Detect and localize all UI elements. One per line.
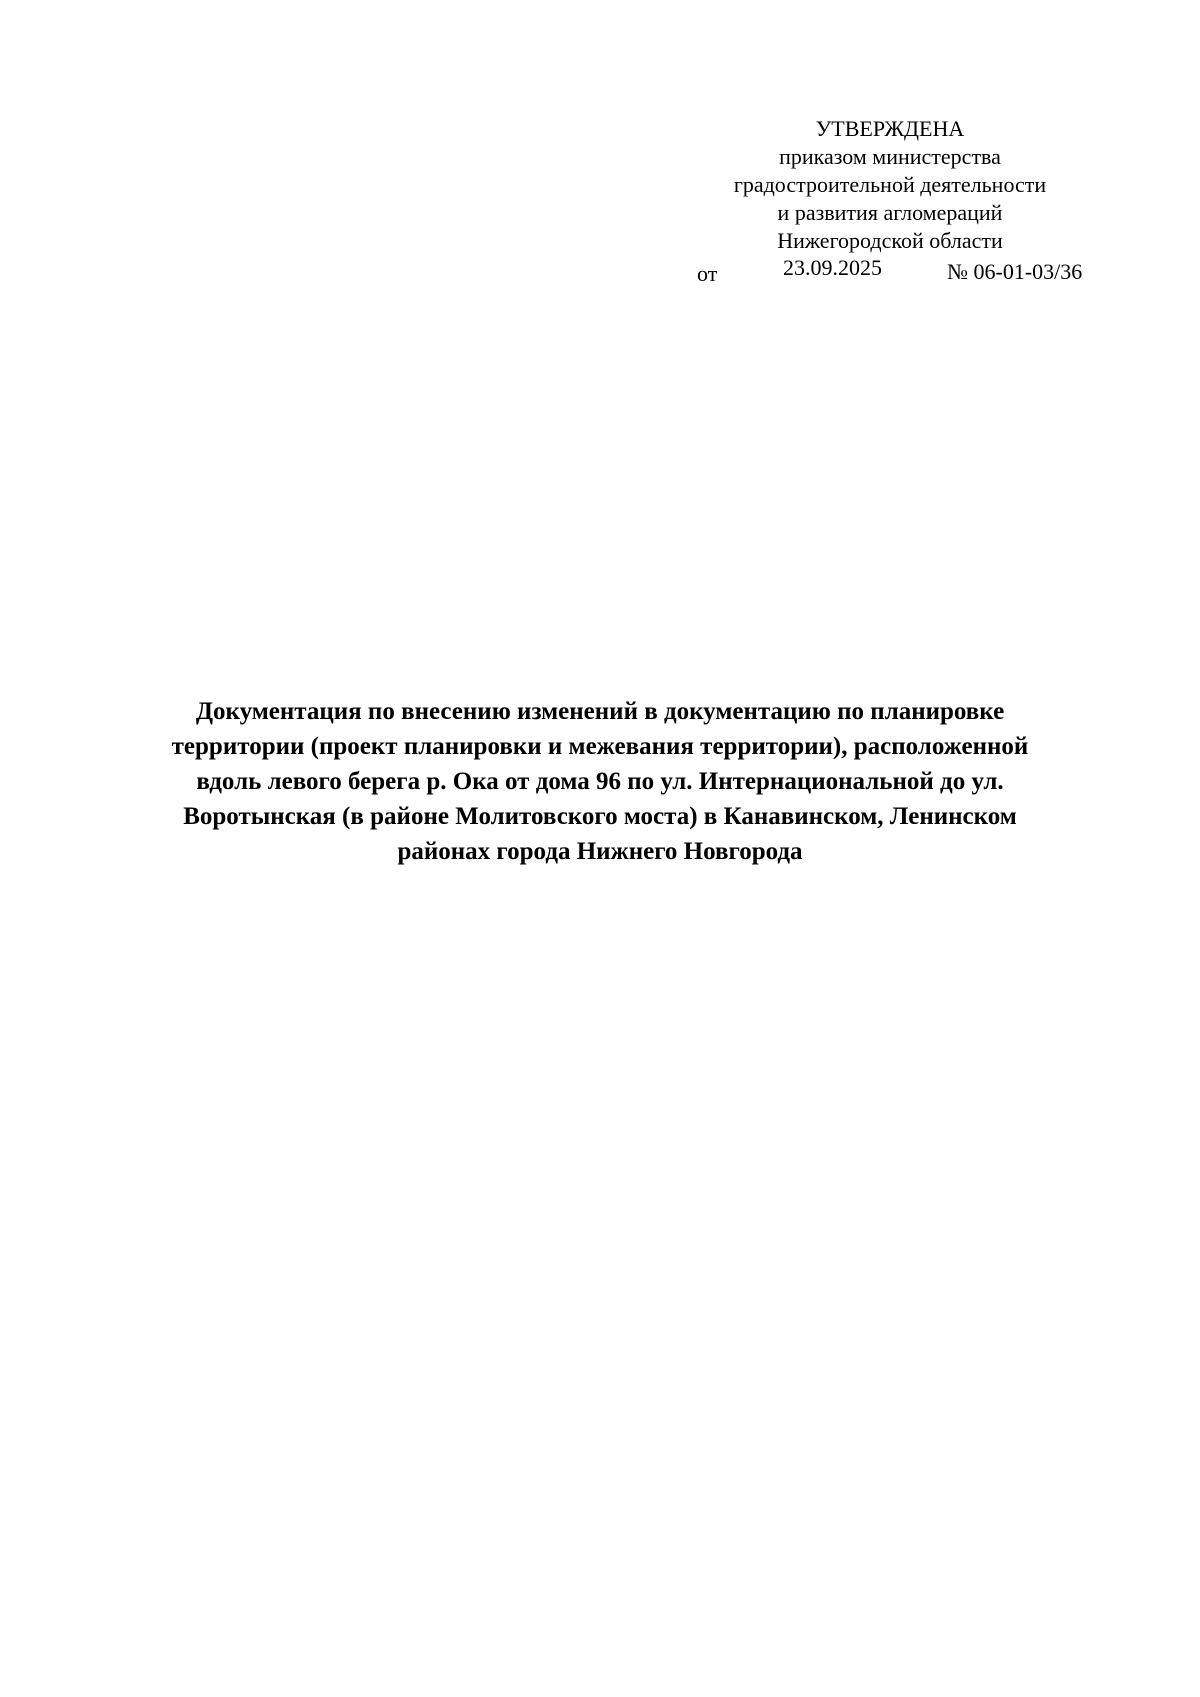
order-date-prefix: от <box>697 261 718 286</box>
approval-line: градостроительной деятельности <box>733 172 1047 197</box>
order-date: 23.09.2025 <box>783 255 882 280</box>
approval-stamp <box>700 115 1080 255</box>
title-line: Воротынская (в районе Молитовского моста) в Канавинском, Ленинском <box>183 803 1017 830</box>
approval-line: Нижегородской области <box>777 228 1003 253</box>
order-number: № 06-01-03/36 <box>947 259 1083 284</box>
order-details <box>0 254 1200 284</box>
document-title <box>120 694 1080 869</box>
title-line: Документация по внесению изменений в документацию по планировке <box>195 698 1005 725</box>
title-line: вдоль левого берега р. Ока от дома 96 по ул. Интернациональной до ул. <box>196 768 1004 795</box>
title-line: территории (проект планировки и межевания территории), расположенной <box>171 733 1029 760</box>
title-line: районах города Нижнего Новгорода <box>397 838 803 865</box>
approval-line: и развития агломераций <box>777 200 1003 225</box>
approval-heading: УТВЕРЖДЕНА <box>815 116 965 141</box>
approval-line: приказом министерства <box>779 144 1001 169</box>
